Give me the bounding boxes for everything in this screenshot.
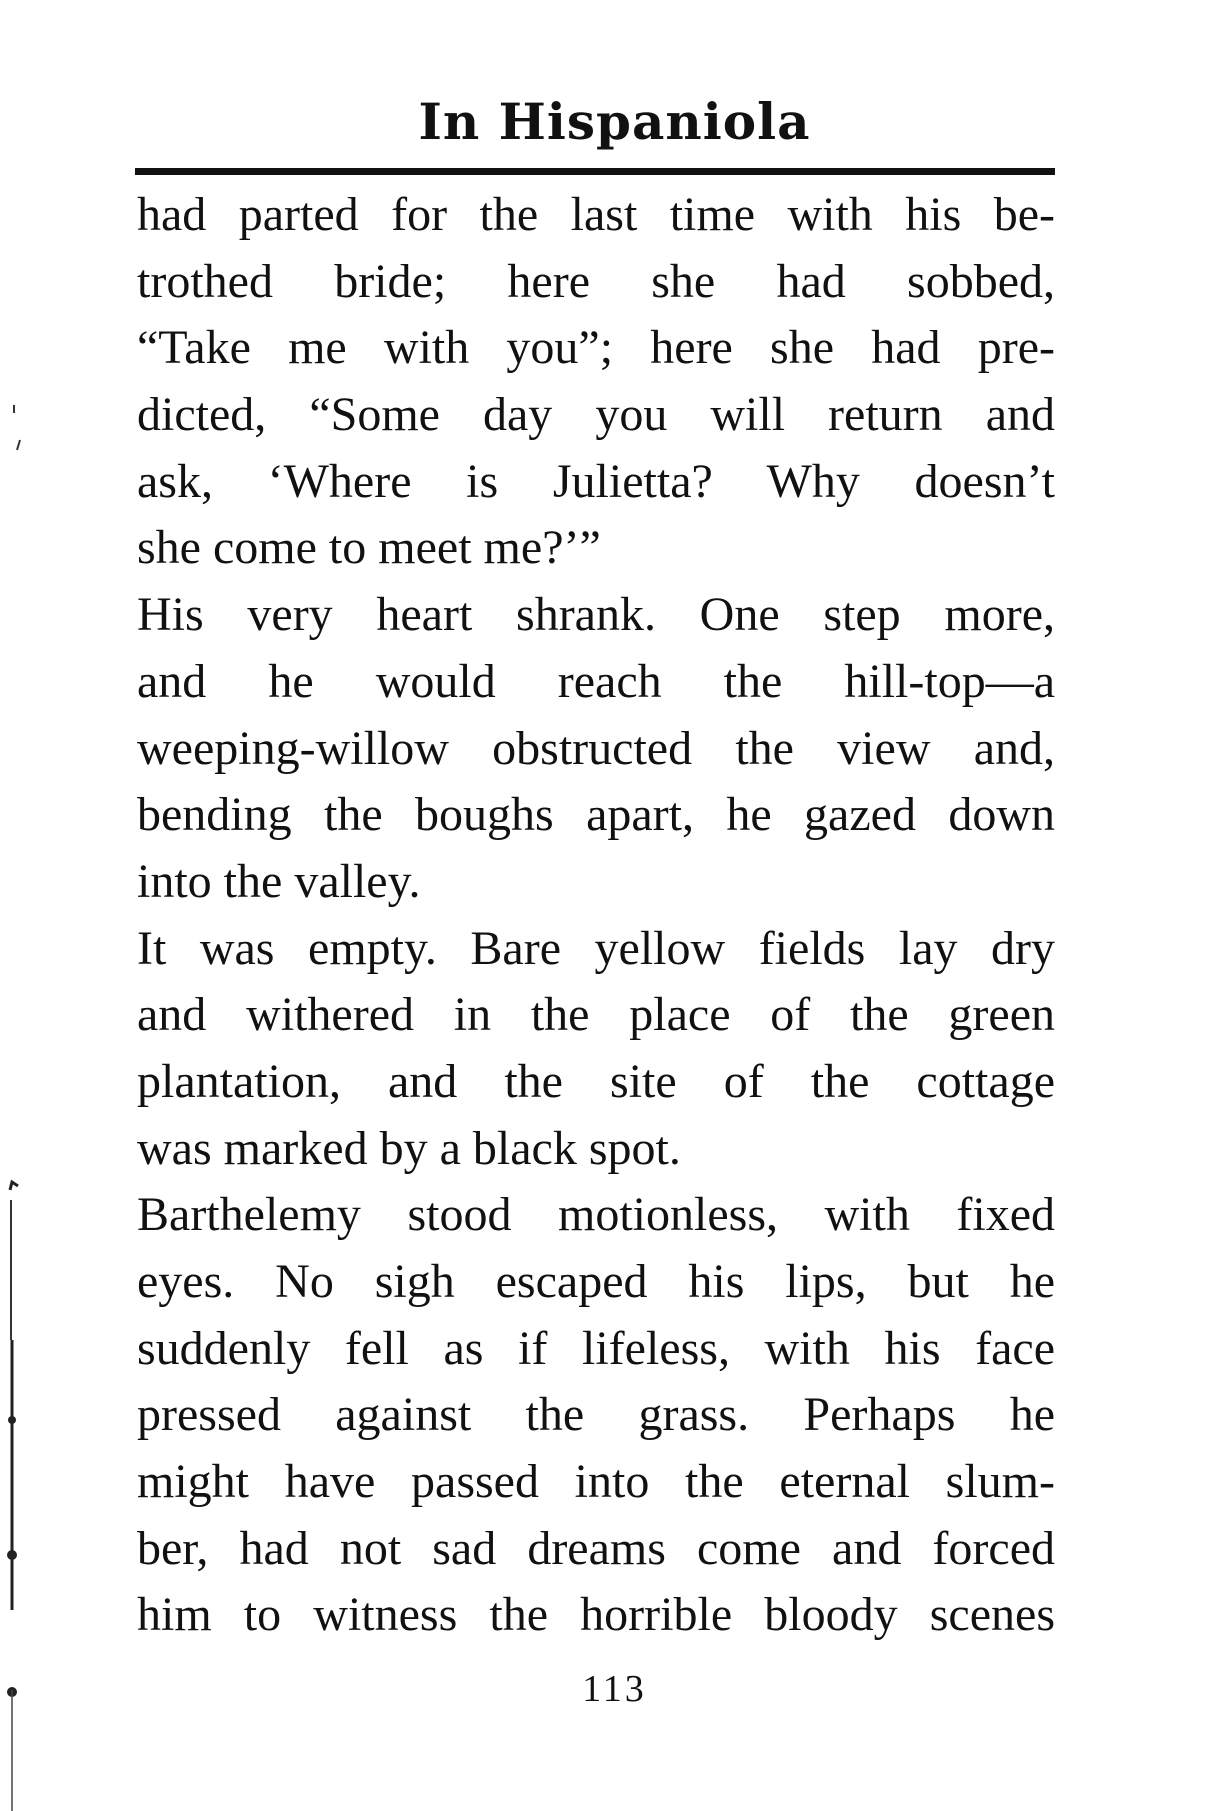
paragraph	[137, 1182, 1055, 1649]
text-line: and withered in the place of the green	[137, 988, 1055, 1042]
text-line: plantation, and the site of the cottage	[137, 1054, 1055, 1108]
text-line: ask, ‘Where is Julietta? Why doesn’t	[137, 454, 1055, 508]
page-number: 113	[582, 1668, 647, 1710]
text-line: ber, had not sad dreams come and forced	[137, 1521, 1055, 1575]
text-line: into the valley.	[137, 854, 421, 908]
text-line: trothed bride; here she had sobbed,	[137, 254, 1055, 308]
text-line: she come to meet me?’”	[137, 521, 601, 575]
text-line: suddenly fell as if lifeless, with his face	[137, 1321, 1055, 1375]
running-head: In Hispaniola	[418, 92, 811, 151]
paragraph	[137, 916, 1055, 1183]
text-line: His very heart shrank. One step more,	[137, 588, 1055, 642]
text-line: pressed against the grass. Perhaps he	[137, 1388, 1055, 1442]
text-line: Barthelemy stood motionless, with fixed	[137, 1188, 1055, 1242]
text-line: was marked by a black spot.	[137, 1121, 681, 1175]
paragraph	[137, 582, 1055, 915]
text-line: dicted, “Some day you will return and	[137, 388, 1055, 442]
text-line: bending the boughs apart, he gazed down	[137, 788, 1055, 842]
body-text	[137, 182, 1055, 1649]
paragraph	[137, 182, 1055, 582]
text-line: had parted for the last time with his be-	[137, 188, 1055, 241]
text-line: him to witness the horrible bloody scenes	[137, 1588, 1055, 1642]
header-rule	[135, 168, 1055, 175]
text-line: might have passed into the eternal slum-	[137, 1455, 1055, 1509]
text-line: weeping-willow obstructed the view and,	[137, 721, 1055, 775]
scan-margin-marks	[0, 0, 40, 1811]
text-line: and he would reach the hill-top—a	[137, 654, 1055, 708]
text-line: It was empty. Bare yellow fields lay dry	[137, 921, 1055, 975]
text-line: eyes. No sigh escaped his lips, but he	[137, 1255, 1055, 1308]
text-line: “Take me with you”; here she had pre-	[137, 321, 1055, 375]
